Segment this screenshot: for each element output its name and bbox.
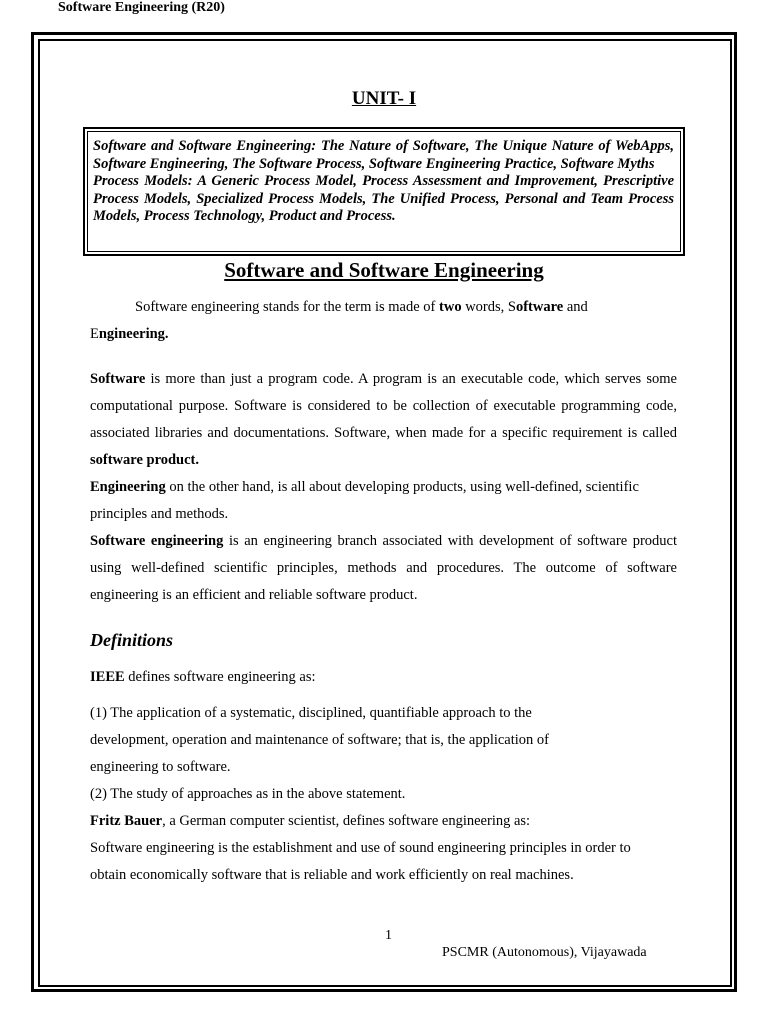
intro-bold-software: oftware bbox=[515, 299, 564, 315]
software-term: Software bbox=[90, 371, 146, 387]
running-header: Software Engineering (R20) bbox=[58, 0, 225, 15]
footer-institution: PSCMR (Autonomous), Vijayawada bbox=[442, 945, 647, 960]
syllabus-content bbox=[87, 131, 681, 252]
software-text: is more than just a program code. A program is an executable code, which serves some computational purpose. Software is considered to be collection of executable programming code, associated libraries and documentations. Software, when made for a specific requirement is called bbox=[90, 371, 677, 441]
bauer-term: Fritz Bauer bbox=[90, 813, 163, 829]
ieee-def-2: (2) The study of approaches as in the above statement. bbox=[90, 786, 406, 802]
unit-title: UNIT- I bbox=[351, 88, 417, 109]
software-engineering-text: is an engineering branch associated with development of software product using well-defined scientific principles, methods and procedures. The outcome of software engineering is an efficient and reliable software product. bbox=[90, 533, 678, 603]
definitions-heading: Definitions bbox=[90, 630, 174, 650]
bauer-def-a: Software engineering is the establishment and use of sound engineering principles in order to bbox=[90, 840, 631, 856]
bauer-text: , a German computer scientist, defines software engineering as: bbox=[162, 813, 531, 829]
intro-text-1: Software engineering stands for the term is made of bbox=[135, 299, 440, 315]
intro-paragraph bbox=[90, 294, 677, 348]
ieee-def-1b: development, operation and maintenance of software; that is, the application of bbox=[90, 732, 550, 748]
syllabus-topic-2: Process Models: A Generic Process Model, Process Assessment and Improvement, Prescriptive Process Models, Specialized Process Models, The Unified Process, Personal and Team Process Models, Process Technology, Product and Process. bbox=[93, 173, 674, 225]
syllabus-topic-1: Software and Software Engineering: The Nature of Software, The Unique Nature of WebApps, Software Engineering, The Software Process, Software Engineering Practice, Software Myths bbox=[93, 138, 674, 172]
intro-text-2: words, S bbox=[461, 299, 516, 315]
ieee-text: defines software engineering as: bbox=[124, 669, 316, 685]
ieee-def-1c: engineering to software. bbox=[90, 759, 231, 775]
engineering-term: Engineering bbox=[90, 479, 166, 495]
software-paragraph bbox=[90, 366, 677, 609]
bauer-def-b: obtain economically software that is reliable and work efficiently on real machines. bbox=[90, 867, 574, 883]
intro-bold-two: two bbox=[439, 299, 462, 315]
intro-text-3: and bbox=[563, 299, 588, 315]
ieee-definition bbox=[90, 664, 677, 691]
engineering-text: on the other hand, is all about developing products, using well-defined, scientific principles and methods. bbox=[90, 479, 639, 522]
intro-text-4: E bbox=[90, 326, 99, 342]
software-product-term: software product. bbox=[90, 452, 200, 468]
ieee-term: IEEE bbox=[90, 669, 125, 685]
ieee-def-1a: (1) The application of a systematic, disciplined, quantifiable approach to the bbox=[90, 705, 532, 721]
intro-bold-engineering: ngineering. bbox=[98, 326, 169, 342]
software-engineering-term: Software engineering bbox=[90, 533, 224, 549]
definitions-list bbox=[90, 700, 677, 889]
syllabus-box bbox=[83, 127, 685, 256]
section-heading: Software and Software Engineering bbox=[224, 258, 544, 282]
page-number: 1 bbox=[385, 928, 392, 943]
